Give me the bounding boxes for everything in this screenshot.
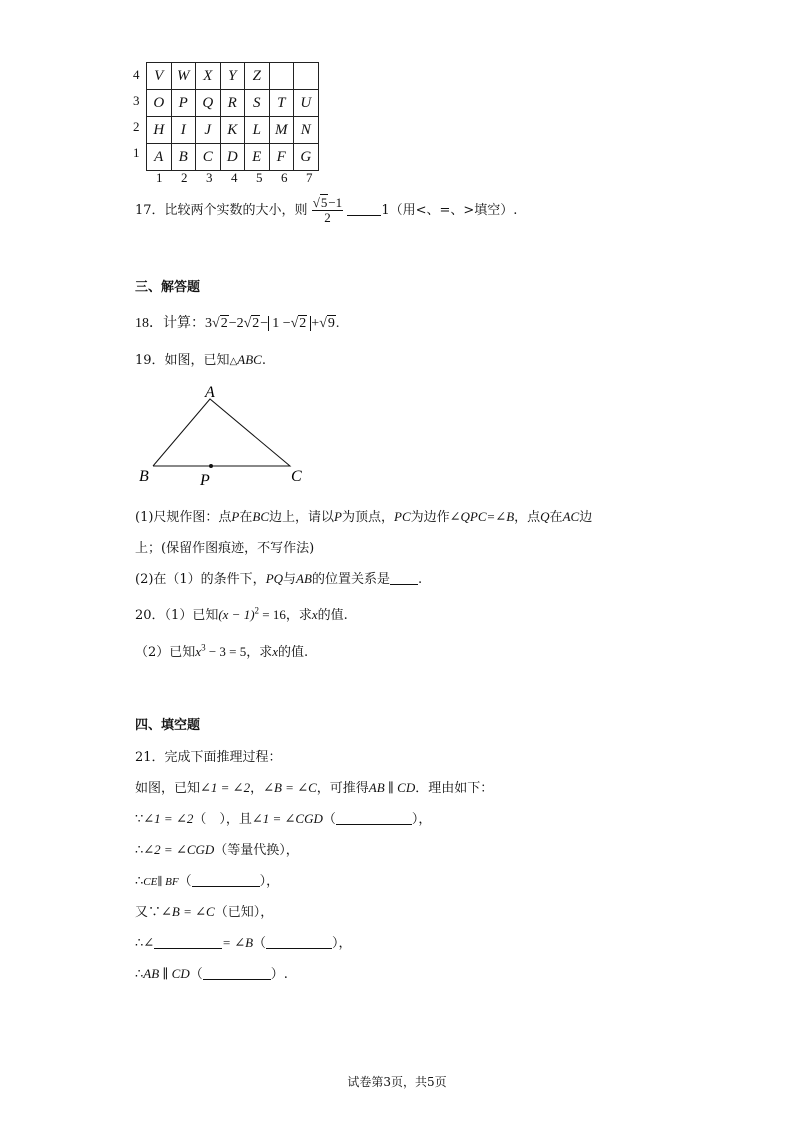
exponent: 2 — [254, 605, 260, 616]
text: ∴∠ — [135, 936, 155, 951]
math: Q — [540, 509, 550, 524]
col-label: 4 — [231, 170, 238, 185]
grid-cell: O — [147, 90, 172, 117]
grid-cell: E — [245, 144, 270, 171]
col-label: 1 — [156, 170, 163, 185]
math: x — [272, 644, 279, 659]
sqrt-radicand: 9 — [327, 316, 335, 331]
question-text: 计算： — [163, 316, 205, 331]
grid-cell: C — [196, 144, 221, 171]
question-text-end: . — [261, 353, 266, 368]
q21-line-7 — [135, 963, 288, 982]
grid-cell: R — [220, 90, 245, 117]
grid-cell: I — [171, 117, 196, 144]
page-footer: 试卷第3页，共5页 — [347, 1075, 447, 1089]
grid-cell — [294, 63, 319, 90]
question-19-part-2 — [135, 568, 422, 587]
sqrt-radicand: 2 — [220, 316, 228, 331]
answer-blank[interactable] — [266, 936, 332, 949]
point-p-dot — [209, 464, 213, 468]
triangle-symbol: △ — [229, 356, 238, 367]
grid-cell: V — [147, 63, 172, 90]
question-number: 20． — [135, 608, 165, 623]
section-heading: 三、解答题 — [135, 280, 201, 295]
expr-term: −2 — [228, 316, 244, 331]
text: （ — [253, 936, 267, 951]
math: ∠B = ∠C — [161, 904, 215, 919]
question-number: 18． — [135, 316, 163, 331]
question-20-part-2 — [135, 641, 308, 660]
text: ∴ — [135, 874, 144, 889]
question-19-part-1 — [135, 506, 592, 525]
math: BC — [252, 509, 270, 524]
question-18: 18．计算：3√2−2√2− 1 −√2 +√9. — [135, 316, 340, 331]
section-heading: 四、填空题 — [135, 718, 201, 733]
text: ．理由如下： — [415, 781, 494, 796]
question-text-end: 1（用<、=、>填空）. — [381, 203, 518, 218]
sqrt-radicand: 2 — [252, 316, 260, 331]
grid-cell — [269, 63, 294, 90]
question-21-intro — [135, 746, 282, 765]
text: 为顶点， — [341, 510, 394, 525]
text: （ — [322, 812, 336, 827]
text: ， — [250, 781, 264, 796]
text: . — [417, 572, 423, 587]
text: （ — [178, 874, 192, 889]
math: AC — [562, 509, 580, 524]
grid-cell: W — [171, 63, 196, 90]
answer-blank[interactable] — [390, 572, 418, 585]
math: x — [195, 644, 202, 659]
row-label: 2 — [133, 119, 140, 134]
text: 边 — [579, 510, 593, 525]
math: ∠2 = ∠CGD — [143, 842, 215, 857]
question-number: 17． — [135, 203, 165, 218]
text: （ — [189, 967, 203, 982]
col-label: 6 — [281, 170, 288, 185]
sqrt-radicand: 2 — [299, 316, 307, 331]
grid-cell: X — [196, 63, 221, 90]
grid-cell: Y — [220, 63, 245, 90]
text: 的值. — [317, 608, 348, 623]
math: ∠1 = ∠2 — [143, 811, 194, 826]
math: − 3 = 5 — [205, 644, 247, 659]
row-label: 4 — [133, 67, 140, 82]
math: AB ∥ CD — [143, 966, 190, 981]
grid-cell: T — [269, 90, 294, 117]
math: P — [334, 509, 342, 524]
math: P — [231, 509, 240, 524]
label-b: B — [139, 468, 149, 485]
question-text: 完成下面推理过程： — [164, 750, 282, 765]
question-17 — [135, 196, 517, 225]
math: (x − 1) — [218, 607, 255, 622]
text: ∴ — [135, 967, 144, 982]
grid-cell: M — [269, 117, 294, 144]
text: 的位置关系是 — [311, 572, 390, 587]
col-label: 2 — [181, 170, 188, 185]
expr-term: . — [335, 316, 340, 331]
letter-grid — [146, 62, 319, 171]
q21-line-6 — [135, 932, 352, 951]
text: 为边作 — [410, 510, 450, 525]
col-label: 5 — [256, 170, 263, 185]
text: ）， — [332, 936, 352, 951]
fraction-denominator: 2 — [324, 210, 331, 225]
question-number: 21． — [135, 750, 165, 765]
q21-line-2 — [135, 808, 431, 827]
question-19 — [135, 349, 266, 368]
text: 边上，请以 — [269, 510, 335, 525]
math: AB — [296, 571, 312, 586]
math: ∠1 = ∠CGD — [251, 811, 323, 826]
text: 又∵ — [135, 905, 162, 920]
row-label: 1 — [133, 145, 140, 160]
math: ∠B = ∠C — [263, 780, 317, 795]
fraction-numerator-rest: −1 — [328, 195, 343, 210]
label-p: P — [200, 472, 210, 489]
label-c: C — [291, 468, 302, 485]
text: （已知）， — [214, 905, 274, 920]
col-label: 3 — [206, 170, 213, 185]
math: = 16 — [259, 607, 286, 622]
text: ∵ — [135, 812, 144, 827]
grid-cell: B — [171, 144, 196, 171]
grid-cell: Q — [196, 90, 221, 117]
question-20-part-1 — [135, 604, 348, 623]
question-text: 比较两个实数的大小，则 — [164, 203, 308, 218]
text: ，求 — [285, 608, 312, 623]
math: = ∠B — [222, 935, 254, 950]
text: ，求 — [246, 645, 273, 660]
grid-cell: S — [245, 90, 270, 117]
text: (2)在（1）的条件下， — [135, 572, 266, 587]
expr-term: − — [260, 316, 269, 331]
fraction: $\frac{√5-1}{2}$ — [312, 195, 343, 225]
text: 如图，已知 — [135, 781, 201, 796]
math: x — [311, 607, 318, 622]
grid-cell: L — [245, 117, 270, 144]
grid-cell: H — [147, 117, 172, 144]
answer-blank[interactable] — [192, 874, 260, 887]
expr-term: 3 — [205, 316, 212, 331]
q21-line-1 — [135, 777, 493, 796]
grid-cell: P — [171, 90, 196, 117]
triangle-name: ABC — [237, 352, 262, 367]
math: PC — [394, 509, 411, 524]
text: (1)尺规作图：点 — [135, 510, 232, 525]
col-label: 7 — [306, 170, 313, 185]
text: ∴ — [135, 843, 144, 858]
math: AB ∥ CD — [368, 780, 416, 795]
q21-line-3 — [135, 839, 299, 858]
grid-cell: J — [196, 117, 221, 144]
text: （等量代换）， — [214, 843, 299, 858]
grid-cell: K — [220, 117, 245, 144]
answer-blank[interactable] — [336, 812, 412, 825]
answer-blank[interactable] — [154, 936, 222, 949]
text: ）， — [411, 812, 432, 827]
triangle-abc — [153, 399, 290, 466]
expr-term: + — [311, 316, 320, 331]
sqrt-radicand: 5 — [320, 195, 328, 210]
question-text: 如图，已知 — [164, 353, 230, 368]
grid-cell: G — [294, 144, 319, 171]
math: ∠QPC=∠B — [449, 509, 515, 524]
q21-line-4 — [135, 870, 279, 889]
question-19-part-1-line-2: 上；(保留作图痕迹，不写作法) — [135, 541, 315, 556]
answer-blank[interactable] — [347, 203, 381, 216]
text: ）. — [270, 967, 288, 982]
text: 的值. — [278, 645, 309, 660]
text: ，可推得 — [316, 781, 369, 796]
text: 在 — [239, 510, 253, 525]
q21-line-5 — [135, 901, 273, 920]
absolute-value: 1 −√2 — [268, 316, 311, 331]
math: ∠1 = ∠2 — [200, 780, 251, 795]
grid-cell: A — [147, 144, 172, 171]
math: PQ — [265, 571, 284, 586]
text: （ ），且 — [193, 812, 252, 827]
text: 在 — [549, 510, 563, 525]
expr-term: 1 − — [272, 316, 291, 331]
triangle-figure — [130, 378, 330, 490]
grid-cell: F — [269, 144, 294, 171]
exponent: 3 — [201, 642, 206, 653]
text: ）， — [259, 874, 280, 889]
text: 与 — [283, 572, 297, 587]
question-number: 19． — [135, 353, 165, 368]
text: ，点 — [514, 510, 541, 525]
grid-cell: N — [294, 117, 319, 144]
text: （1）已知 — [164, 608, 219, 623]
math: CE∥ BF — [143, 876, 179, 888]
label-a: A — [205, 384, 215, 401]
grid-cell: Z — [245, 63, 270, 90]
grid-cell: U — [294, 90, 319, 117]
row-label: 3 — [133, 93, 140, 108]
text: （2）已知 — [135, 645, 196, 660]
answer-blank[interactable] — [203, 967, 271, 980]
grid-cell: D — [220, 144, 245, 171]
